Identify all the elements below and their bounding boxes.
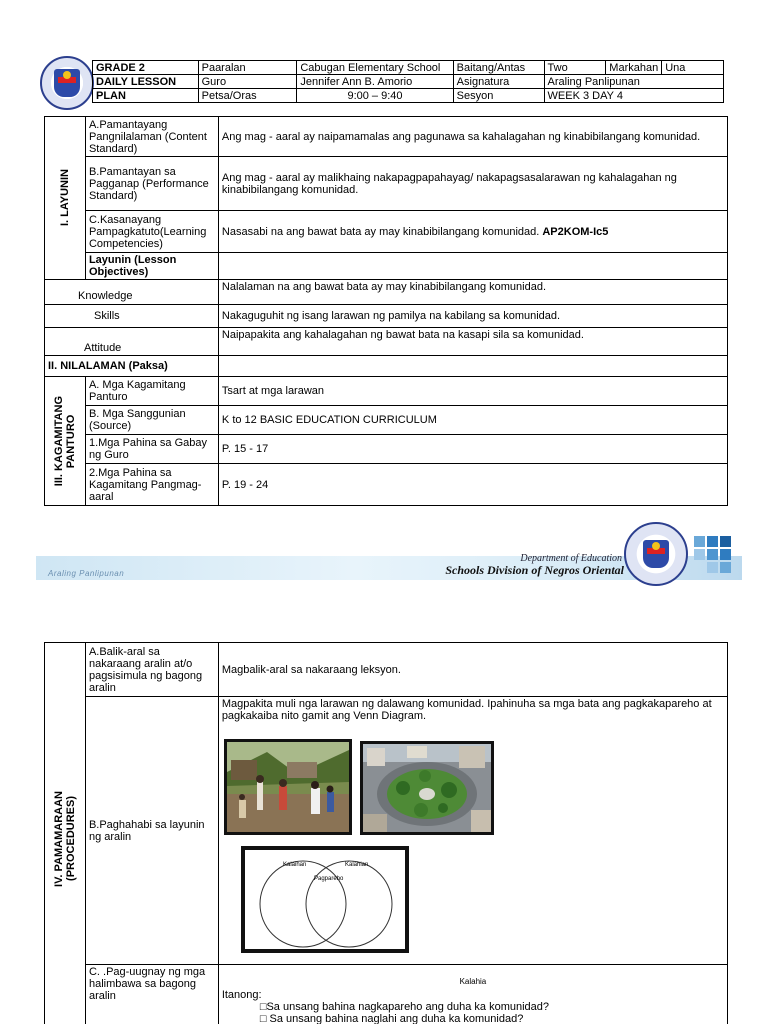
grade-label: GRADE 2 xyxy=(93,61,199,75)
school-label: Paaralan xyxy=(198,61,297,75)
procedures-label-cell xyxy=(45,643,86,1024)
materials-label: A. Mga Kagamitang Panturo xyxy=(85,377,218,406)
learner-material-pages-value: P. 19 - 24 xyxy=(218,464,727,506)
grade-level-value: Two xyxy=(544,61,606,75)
procedures-label: IV. PAMAMARAAN (PROCEDURES) xyxy=(52,790,77,887)
nilalaman-value xyxy=(218,356,727,377)
nilalaman-label: II. NILALAMAN (Paksa) xyxy=(45,356,219,377)
performance-standard-value: Ang mag - aaral ay malikhaing nakapagpapahayag/ nakapagsasalarawan ng kahalagahan ng kinabibilangang komunidad. xyxy=(218,157,727,211)
session-label: Sesyon xyxy=(453,89,544,103)
skills-value: Nakaguguhit ng isang larawan ng pamilya na kabilang sa komunidad. xyxy=(218,305,727,328)
subject-label: Asignatura xyxy=(453,75,544,89)
layunin-label: I. LAYUNIN xyxy=(58,169,71,227)
question-label: Itanong: xyxy=(221,989,262,1001)
plan-label: PLAN xyxy=(93,89,199,103)
kagamitang-label-cell xyxy=(45,377,86,506)
banner-dept: Department of Education xyxy=(520,553,622,564)
venn-left-label: Kalaihan xyxy=(283,862,307,868)
layunin-label-cell xyxy=(45,117,86,280)
kalahia-note: Kalahia xyxy=(459,977,487,986)
deped-seal-logo xyxy=(40,56,94,110)
learning-competencies-label: C.Kasanayang Pampagkatuto(Learning Competencies) xyxy=(85,211,218,253)
teacher-label: Guro xyxy=(198,75,297,89)
knowledge-value: Nalalaman na ang bawat bata ay may kinabibilangang komunidad. xyxy=(218,280,727,305)
banner-subject: Araling Panlipunan xyxy=(48,569,125,578)
performance-standard-label: B.Pamantayan sa Pagganap (Performance Standard) xyxy=(85,157,218,211)
date-time-label: Petsa/Oras xyxy=(198,89,297,103)
deped-division-seal-logo xyxy=(624,522,688,586)
content-standard-value: Ang mag - aaral ay naipamamalas ang pagunawa sa kahalagahan ng kinabibilangang komunidad. xyxy=(218,117,727,157)
venn-diagram xyxy=(241,846,409,953)
question-1: □Sa unsang bahina nagkapareho ang duha ka komunidad? xyxy=(259,1001,550,1013)
date-time-value: 9:00 – 9:40 xyxy=(297,89,453,103)
attitude-value: Naipapakita ang kahalagahan ng bawat bata na kasapi sila sa komunidad. xyxy=(218,328,727,356)
purpose-text: Magpakita muli nga larawan ng dalawang komunidad. Ipahinuha sa mga bata ang pagkakapareho at pagkakaiba nito gamit ang Venn Diagram. xyxy=(221,698,712,722)
teacher-guide-pages-label: 1.Mga Pahina sa Gabay ng Guro xyxy=(85,435,218,464)
review-label: A.Balik-aral sa nakaraang aralin at/o pagsisimula ng bagong aralin xyxy=(85,643,218,697)
learning-competencies-value: Nasasabi na ang bawat bata ay may kinabibilangang komunidad. AP2KOM-Ic5 xyxy=(218,211,727,253)
kagamitang-label: III. KAGAMITANG PANTURO xyxy=(52,395,77,487)
session-value: WEEK 3 DAY 4 xyxy=(544,89,723,103)
rural-community-photo xyxy=(224,739,352,835)
knowledge-label: Knowledge xyxy=(45,280,219,305)
teacher-guide-pages-value: P. 15 - 17 xyxy=(218,435,727,464)
review-value: Magbalik-aral sa nakaraang leksyon. xyxy=(218,643,727,697)
grade-level-label: Baitang/Antas xyxy=(453,61,544,75)
competency-code: AP2KOM-Ic5 xyxy=(542,225,609,238)
content-standard-label: A.Pamantayang Pangnilalaman (Content Standard) xyxy=(85,117,218,157)
source-value: K to 12 BASIC EDUCATION CURRICULUM xyxy=(218,406,727,435)
quarter-label: Markahan xyxy=(606,61,662,75)
school-value: Cabugan Elementary School xyxy=(297,61,453,75)
header-table xyxy=(92,60,724,103)
venn-right-label: Kalahian xyxy=(345,862,369,868)
materials-value: Tsart at mga larawan xyxy=(218,377,727,406)
dll-label: DAILY LESSON xyxy=(93,75,199,89)
lesson-plan-table xyxy=(44,116,728,506)
teacher-value: Jennifer Ann B. Amorio xyxy=(297,75,453,89)
lesson-objectives-value xyxy=(218,253,727,280)
lesson-objectives-label: Layunin (Lesson Objectives) xyxy=(85,253,218,280)
examples-cell xyxy=(218,965,727,1024)
question-2: □ Sa unsang bahina naglahi ang duha ka komunidad? xyxy=(259,1013,524,1024)
banner-division: Schools Division of Negros Oriental xyxy=(445,563,624,577)
learner-material-pages-label: 2.Mga Pahina sa Kagamitang Pangmag-aaral xyxy=(85,464,218,506)
purpose-label: B.Paghahabi sa layunin ng aralin xyxy=(85,697,218,965)
attitude-label: Attitude xyxy=(45,328,219,356)
quarter-value: Una xyxy=(662,61,724,75)
skills-label: Skills xyxy=(45,305,219,328)
examples-label: C. .Pag-uugnay ng mga halimbawa sa bagong aralin xyxy=(85,965,218,1024)
venn-middle-label: Pagpareho xyxy=(314,876,344,882)
banner-blocks-decoration xyxy=(694,536,732,574)
urban-plaza-photo xyxy=(360,741,494,835)
subject-value: Araling Panlipunan xyxy=(544,75,723,89)
source-label: B. Mga Sanggunian (Source) xyxy=(85,406,218,435)
